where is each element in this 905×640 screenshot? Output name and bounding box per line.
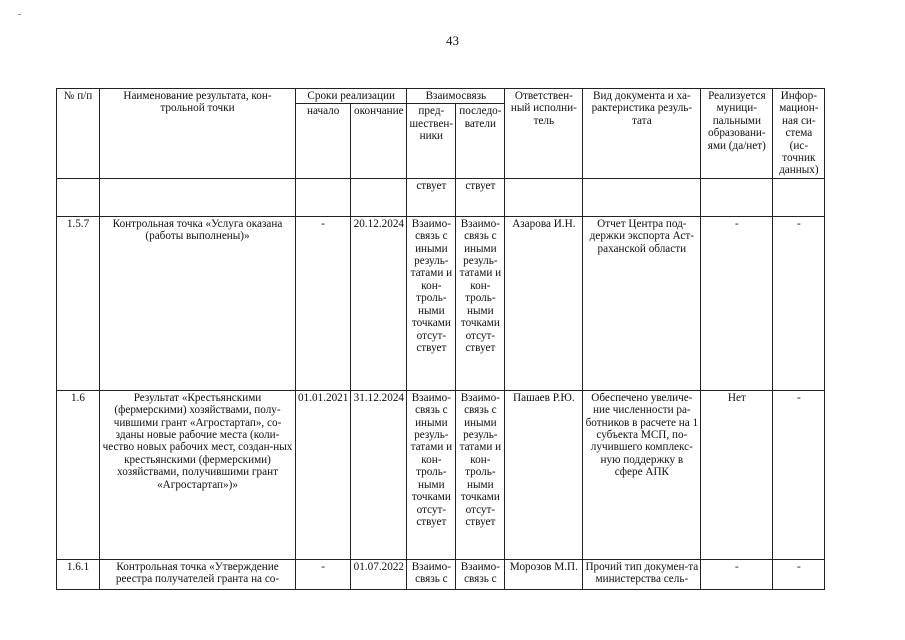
row-end: 01.07.2022 — [351, 559, 407, 589]
table-row — [57, 390, 825, 559]
row-responsible: Азарова И.Н. — [505, 216, 583, 390]
header-start: начало — [296, 104, 351, 178]
row-num: 1.5.7 — [57, 216, 100, 390]
results-table — [56, 88, 825, 590]
row-end: 20.12.2024 — [351, 216, 407, 390]
row-name: Результат «Крестьянскими (фермерскими) хозяйствами, полу-чившими грант «Агростартап», со-зданы новые рабочие места (коли-чество новых рабочих мест, создан-ных крестьянскими (фермерскими) хозяйствами, получившими грант «Агростартап»)» — [100, 390, 296, 559]
header-responsible: Ответствен-ный исполни-тель — [505, 89, 583, 179]
header-successors: последо-ватели — [456, 104, 505, 178]
header-predecessors: пред-шествен-ники — [407, 104, 456, 178]
row-doc: Обеспечено увеличе-ние численности ра-ботников в расчете на 1 субъекта МСП, по-лучившего комплекс-ную поддержку в сфере АПК — [583, 390, 701, 559]
row-predecessors: Взаимо-связь с иными резуль-татами и кон-троль-ными точками отсут-ствует — [407, 216, 456, 390]
row-predecessors: Взаимо-связь с иными резуль-татами и кон-троль-ными точками отсут-ствует — [407, 390, 456, 559]
row-info: - — [773, 216, 825, 390]
page-number: 43 — [446, 33, 459, 48]
cont-successors: ствует — [456, 178, 505, 216]
row-num: 1.6.1 — [57, 559, 100, 589]
header-row-1 — [57, 89, 825, 104]
table-row — [57, 559, 825, 589]
header-terms: Сроки реализации — [296, 89, 407, 104]
row-start: - — [296, 216, 351, 390]
header-doc-type: Вид документа и ха-рактеристика резуль-тата — [583, 89, 701, 179]
row-num: 1.6 — [57, 390, 100, 559]
row-successors: Взаимо-связь с — [456, 559, 505, 589]
header-end: окончание — [351, 104, 407, 178]
row-doc: Прочий тип докумен-та министерства сель- — [583, 559, 701, 589]
header-relation: Взаимосвязь — [407, 89, 505, 104]
row-municipal: Нет — [701, 390, 773, 559]
row-successors: Взаимо-связь с иными резуль-татами и кон-троль-ными точками отсут-ствует — [456, 216, 505, 390]
row-responsible: Пашаев Р.Ю. — [505, 390, 583, 559]
continuation-row — [57, 178, 825, 216]
row-end: 31.12.2024 — [351, 390, 407, 559]
row-doc: Отчет Центра под-держки экспорта Аст-раханской области — [583, 216, 701, 390]
table-row — [57, 216, 825, 390]
row-municipal: - — [701, 216, 773, 390]
row-info: - — [773, 559, 825, 589]
row-successors: Взаимо-связь с иными резуль-татами и кон-троль-ными точками отсут-ствует — [456, 390, 505, 559]
header-info-system: Инфор-мацион-ная си-стема (ис-точник данных) — [773, 89, 825, 179]
header-name: Наименование результата, кон-трольной точки — [100, 89, 296, 179]
row-municipal: - — [701, 559, 773, 589]
scan-mark — [18, 14, 21, 15]
row-name: Контрольная точка «Утверждение реестра получателей гранта на со- — [100, 559, 296, 589]
header-municipal: Реализуется муници-пальными образовани-ями (да/нет) — [701, 89, 773, 179]
cont-predecessors: ствует — [407, 178, 456, 216]
row-start: 01.01.2021 — [296, 390, 351, 559]
row-start: - — [296, 559, 351, 589]
row-responsible: Морозов М.П. — [505, 559, 583, 589]
header-num: № п/п — [57, 89, 100, 179]
row-predecessors: Взаимо-связь с — [407, 559, 456, 589]
row-name: Контрольная точка «Услуга оказана (работы выполнены)» — [100, 216, 296, 390]
row-info: - — [773, 390, 825, 559]
